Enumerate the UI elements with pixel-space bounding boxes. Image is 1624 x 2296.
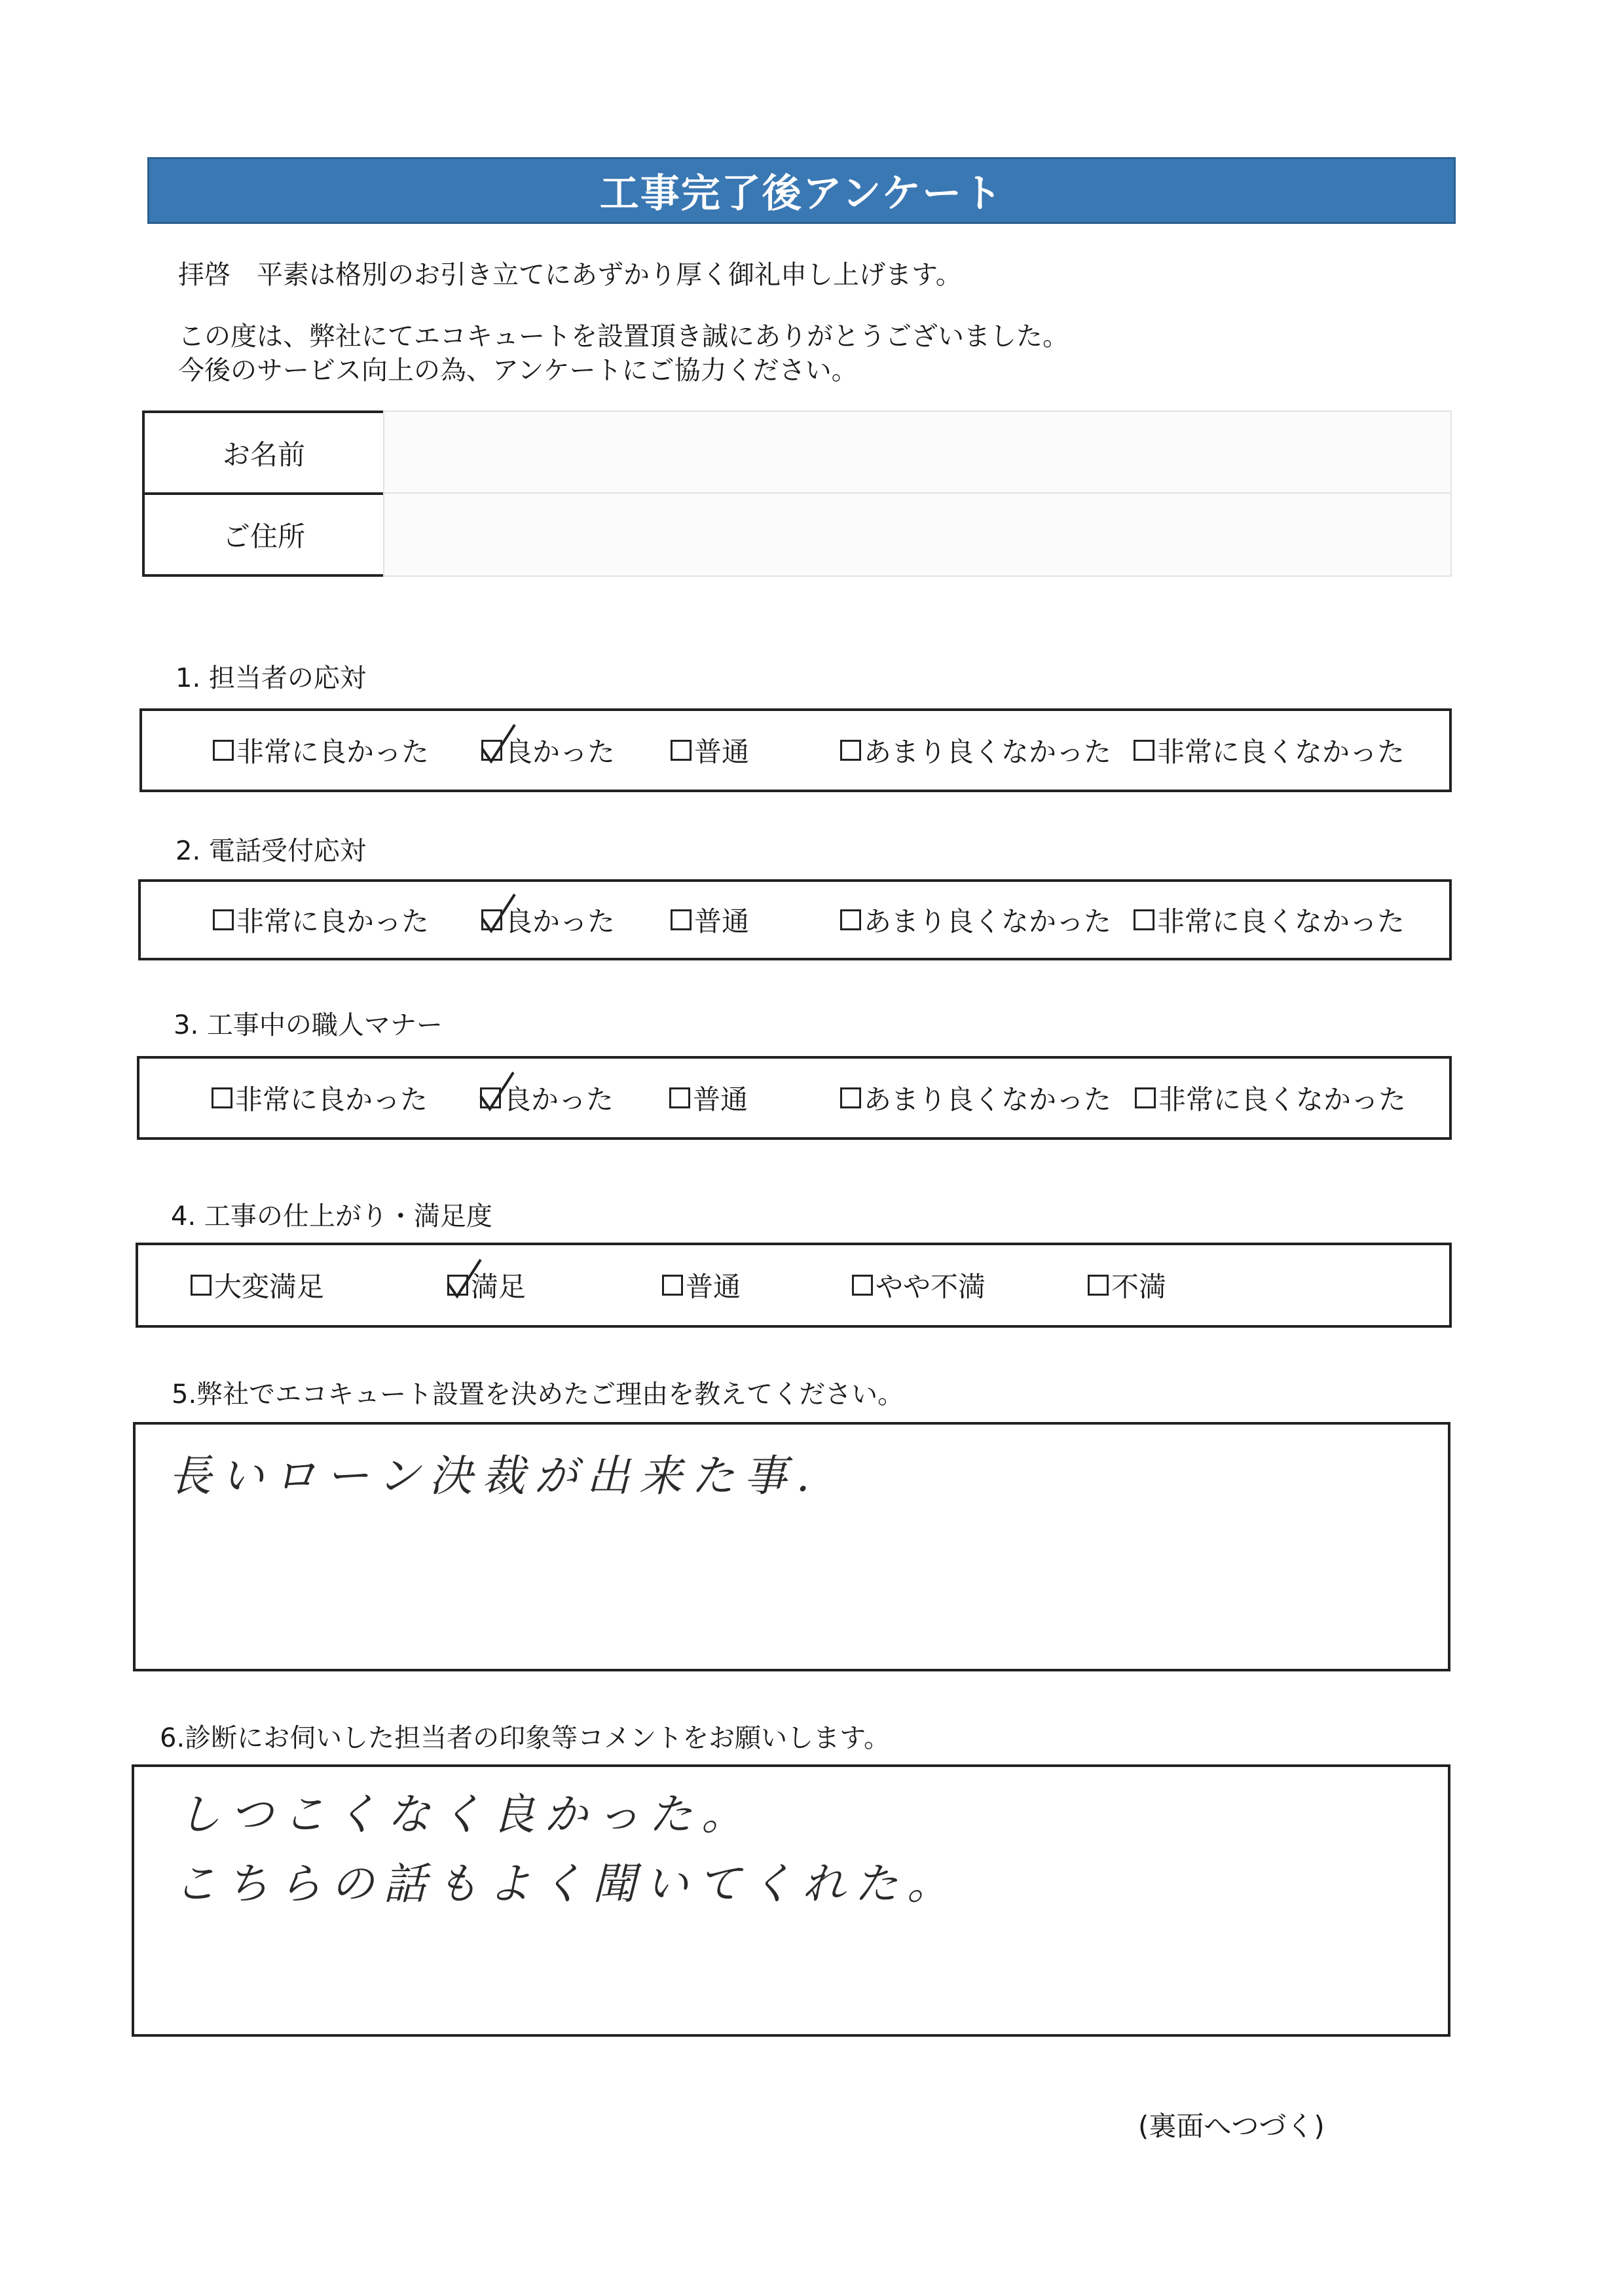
name-field[interactable] [383,410,1452,495]
q5-title: 5.弊社でエコキュート設置を決めたご理由を教えてください。 [172,1379,904,1410]
address-field[interactable] [383,492,1452,577]
q4-option-3[interactable]: やや不満 [852,1266,986,1305]
checkbox-icon[interactable] [1134,740,1154,761]
q4-option-1[interactable]: 満足 [447,1266,526,1305]
q2-title: 2. 電話受付応対 [175,836,366,866]
q4-option-4[interactable]: 不満 [1088,1266,1166,1305]
q5-answer-box[interactable] [133,1422,1450,1671]
checkbox-icon[interactable] [840,909,861,930]
page-title: 工事完了後アンケート [599,171,1004,217]
checkmark-icon [479,893,517,934]
checkbox-icon[interactable] [481,909,502,930]
title-bar [147,157,1456,224]
q2-option-4[interactable]: 非常に良くなかった [1134,900,1405,939]
checkbox-icon[interactable] [840,740,861,761]
intro-request: 今後のサービス向上の為、アンケートにご協力ください。 [178,355,858,386]
checkbox-icon[interactable] [213,740,234,761]
address-label: ご住所 [142,492,386,577]
q3-option-1[interactable]: 良かった [480,1078,614,1118]
checkbox-icon[interactable] [481,740,502,761]
q3-option-4[interactable]: 非常に良くなかった [1135,1078,1406,1118]
checkmark-icon [478,1071,516,1112]
q2-option-3[interactable]: あまり良くなかった [840,900,1111,939]
q3-option-2[interactable]: 普通 [669,1078,748,1118]
q1-option-0[interactable]: 非常に良かった [213,731,429,770]
customer-info-table [142,410,1452,579]
intro-greeting: 拝啓 平素は格別のお引き立てにあずかり厚く御礼申し上げます。 [178,260,962,290]
name-row [142,410,1452,495]
q1-title: 1. 担当者の応対 [175,663,366,693]
q1-option-4[interactable]: 非常に良くなかった [1134,731,1405,770]
checkbox-icon[interactable] [212,1087,232,1108]
q2-option-0[interactable]: 非常に良かった [213,900,429,939]
q4-title: 4. 工事の仕上がり・満足度 [171,1201,492,1231]
address-row [142,492,1452,577]
q4-option-2[interactable]: 普通 [662,1266,741,1305]
checkbox-icon[interactable] [662,1275,683,1296]
q2-option-1[interactable]: 良かった [481,900,615,939]
q2-options [138,879,1452,960]
q1-options [139,708,1452,792]
checkbox-icon[interactable] [671,740,692,761]
checkbox-icon[interactable] [480,1087,501,1108]
intro-thanks: この度は、弊社にてエコキュートを設置頂き誠にありがとうございました。 [178,321,1069,352]
checkbox-icon[interactable] [213,909,234,930]
name-label: お名前 [142,410,386,495]
checkbox-icon[interactable] [1088,1275,1109,1296]
checkbox-icon[interactable] [191,1275,212,1296]
checkmark-icon [445,1258,483,1299]
checkbox-icon[interactable] [671,909,692,930]
checkbox-icon[interactable] [1134,909,1154,930]
q2-option-2[interactable]: 普通 [671,900,749,939]
q6-title: 6.診断にお伺いした担当者の印象等コメントをお願いします。 [160,1723,890,1753]
q6-handwritten-line1: しつこくなく良かった。 [177,1789,754,1840]
checkbox-icon[interactable] [447,1275,468,1296]
q4-options [136,1243,1452,1328]
q3-options [137,1056,1452,1140]
q6-handwritten-line2: こちらの話もよく聞いてくれた。 [174,1859,959,1909]
checkbox-icon[interactable] [669,1087,690,1108]
checkbox-icon[interactable] [1135,1087,1156,1108]
q1-option-3[interactable]: あまり良くなかった [840,731,1111,770]
q3-title: 3. 工事中の職人マナー [174,1010,443,1040]
q5-handwritten-answer: 長いローン決裁が出来た事. [168,1451,819,1501]
q3-option-0[interactable]: 非常に良かった [212,1078,428,1118]
continued-on-back-note: (裏面へつづく) [1138,2110,1325,2142]
q4-option-0[interactable]: 大変満足 [191,1266,324,1305]
q1-option-1[interactable]: 良かった [481,731,615,770]
checkbox-icon[interactable] [840,1087,861,1108]
q6-answer-box[interactable] [132,1764,1450,2037]
checkbox-icon[interactable] [852,1275,873,1296]
q1-option-2[interactable]: 普通 [671,731,749,770]
q3-option-3[interactable]: あまり良くなかった [840,1078,1111,1118]
checkmark-icon [479,723,517,764]
